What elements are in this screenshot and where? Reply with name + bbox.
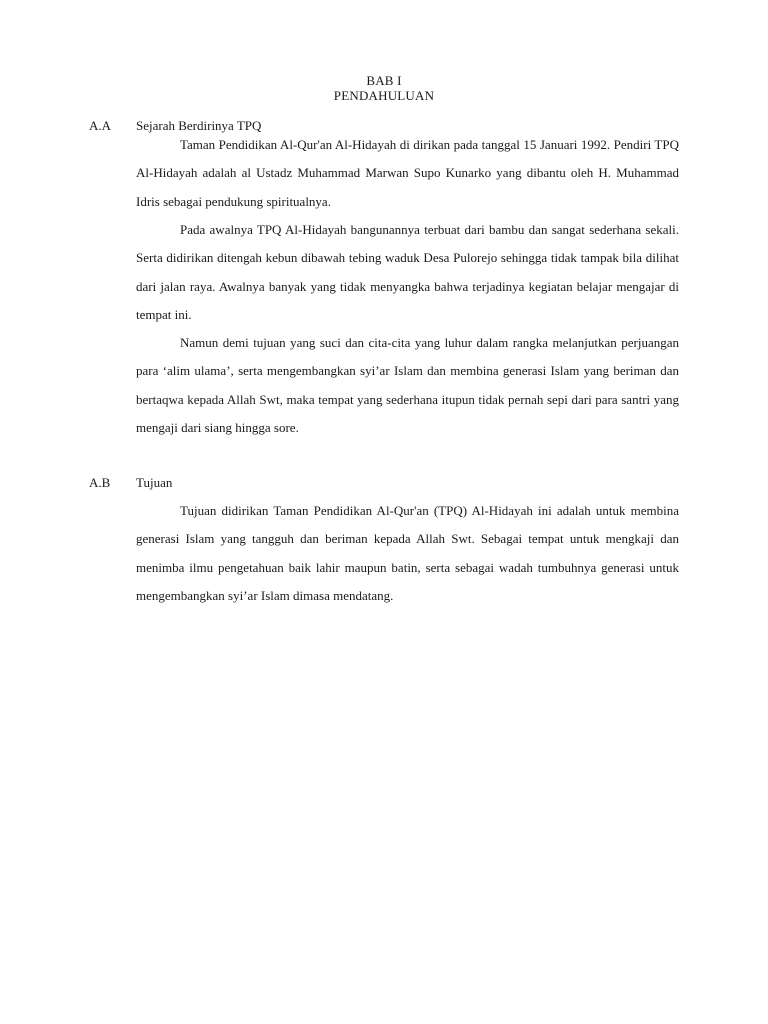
chapter-label: BAB I	[366, 73, 402, 88]
section-title: Sejarah Berdirinya TPQ	[136, 118, 262, 133]
paragraph: Namun demi tujuan yang suci dan cita-cita yang luhur dalam rangka melanjutkan perjuangan para ‘alim ulama’, serta mengembangkan syi’ar Islam dan membina generasi Islam yang beriman dan bertaqwa kepada Allah Swt, maka tempat yang sederhana itupun tidak pernah sepi dari para santri yang mengaji dari siang hingga sore.	[136, 335, 679, 435]
section-number: A.A	[89, 118, 112, 133]
paragraph: Taman Pendidikan Al-Qur'an Al-Hidayah di dirikan pada tanggal 15 Januari 1992. Pendiri TPQ Al-Hidayah adalah al Ustadz Muhammad Marwan Supo Kunarko yang dibantu oleh H. Muhammad Idris sebagai pendukung spiritualnya.	[136, 137, 679, 209]
section-number: A.B	[89, 475, 111, 490]
section-title: Tujuan	[136, 475, 173, 490]
chapter-title: PENDAHULUAN	[333, 88, 435, 103]
paragraph: Pada awalnya TPQ Al-Hidayah bangunannya terbuat dari bambu dan sangat sederhana sekali. Serta didirikan ditengah kebun dibawah tebing waduk Desa Pulorejo sehingga tidak tampak bila dilihat dari jalan raya. Awalnya banyak yang tidak menyangka bahwa terjadinya kegiatan belajar mengajar di tempat ini.	[136, 222, 679, 322]
paragraph: Tujuan didirikan Taman Pendidikan Al-Qur'an (TPQ) Al-Hidayah ini adalah untuk membina generasi Islam yang tangguh dan beriman kepada Allah Swt. Sebagai tempat untuk mengkaji dan menimba ilmu pengetahuan baik lahir maupun batin, serta sebagai wadah tumbuhnya generasi untuk mengembangkan syi’ar Islam dimasa mendatang.	[136, 503, 679, 603]
